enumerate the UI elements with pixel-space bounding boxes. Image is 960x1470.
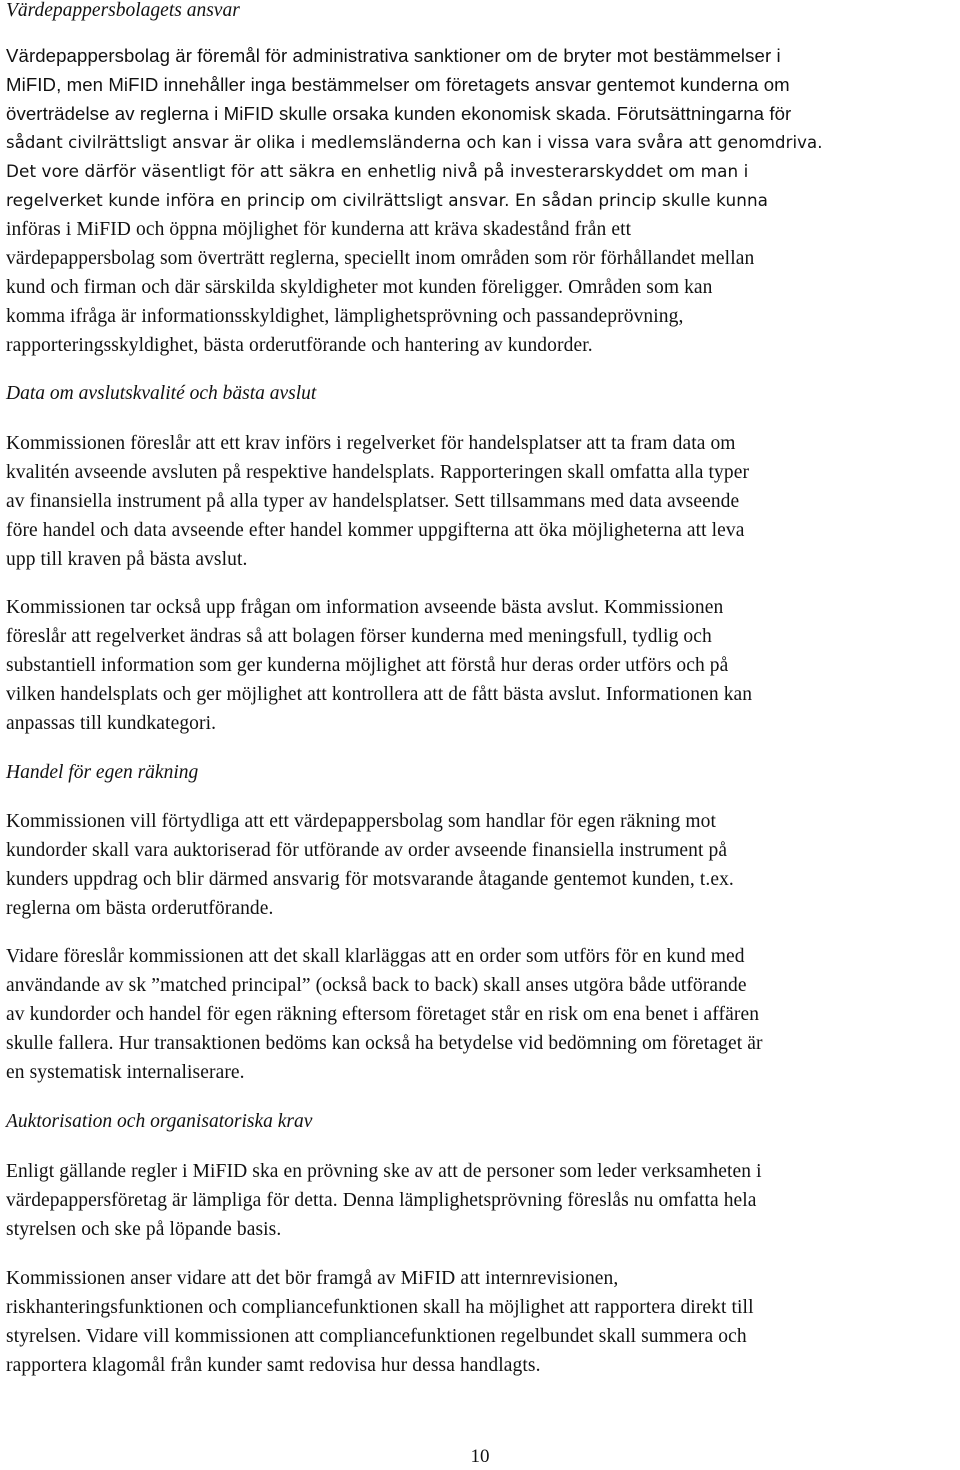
- text-line: vilken handelsplats och ger möjlighet att kontrollera att de fått bästa avslut. Informationen kan: [6, 684, 753, 705]
- text-line: rapportera klagomål från kunder samt redovisa hur dessa handlagts.: [6, 1355, 541, 1376]
- paragraph-egen-rakning-1: [6, 807, 734, 923]
- text-line: Enligt gällande regler i MiFID ska en prövning ske av att de personer som leder verksamheten i: [6, 1161, 762, 1182]
- paragraph-auktorisation-1: [6, 1157, 762, 1244]
- page-number: 10: [470, 1446, 490, 1467]
- text-line: Värdepappersbolag är föremål för administrativa sanktioner om de bryter mot bestämmelser i: [6, 45, 781, 66]
- text-line: införas i MiFID och öppna möjlighet för kunderna att kräva skadestånd från ett: [6, 219, 632, 240]
- section-heading-auktorisation: Auktorisation och organisatoriska krav: [6, 1111, 313, 1132]
- text-line: riskhanteringsfunktionen och compliancefunktionen skall ha möjlighet att rapportera direkt till: [6, 1297, 754, 1318]
- text-line: Kommissionen anser vidare att det bör framgå av MiFID att internrevisionen,: [6, 1268, 619, 1289]
- paragraph-ansvar: [6, 41, 823, 360]
- text-line: kunders uppdrag och blir därmed ansvarig för motsvarande åtagande gentemot kunden, t.ex.: [6, 869, 734, 890]
- text-line: styrelsen. Vidare vill kommissionen att compliancefunktionen regelbundet skall summera och: [6, 1326, 747, 1347]
- text-line: komma ifråga är informationsskyldighet, lämplighetsprövning och passandeprövning,: [6, 306, 684, 327]
- paragraph-avslutskvalite-1: [6, 429, 749, 574]
- text-line: en systematisk internaliserare.: [6, 1062, 245, 1083]
- text-line: upp till kraven på bästa avslut.: [6, 549, 248, 570]
- text-line: Kommissionen föreslår att ett krav införs i regelverket för handelsplatser att ta fram data om: [6, 433, 736, 454]
- text-line: värdepappersbolag som överträtt reglerna, speciellt inom områden som rör förhållandet mellan: [6, 248, 755, 269]
- text-line: av finansiella instrument på alla typer av handelsplatser. Sett tillsammans med data avseende: [6, 491, 740, 512]
- text-line: Det vore därför väsentligt för att säkra en enhetlig nivå på investerarskyddet om man i: [6, 161, 749, 181]
- text-line: regelverket kunde införa en princip om civilrättsligt ansvar. En sådan princip skulle kunna: [6, 190, 769, 210]
- text-line: överträdelse av reglerna i MiFID skulle orsaka kunden ekonomisk skada. Förutsättningarna för: [6, 103, 792, 124]
- text-line: reglerna om bästa orderutförande.: [6, 898, 274, 919]
- section-heading-vardepappersbolagets-ansvar: Värdepappersbolagets ansvar: [6, 0, 240, 21]
- text-line: substantiell information som ger kunderna möjlighet att förstå hur deras order utförs och på: [6, 655, 729, 676]
- text-line: kvalitén avseende avsluten på respektive handelsplats. Rapporteringen skall omfatta alla typer: [6, 462, 750, 483]
- text-line: Kommissionen vill förtydliga att ett värdepappersbolag som handlar för egen räkning mot: [6, 811, 716, 832]
- text-line: före handel och data avseende efter handel kommer uppgifterna att öka möjligheterna att leva: [6, 520, 745, 541]
- text-line: kund och firman och där särskilda skyldigheter mot kunden föreligger. Områden som kan: [6, 277, 713, 298]
- text-line: MiFID, men MiFID innehåller inga bestämmelser om företagets ansvar gentemot kunderna om: [6, 74, 790, 95]
- section-heading-handel-for-egen-rakning: Handel för egen räkning: [6, 762, 199, 783]
- text-line: styrelsen och ske på löpande basis.: [6, 1219, 282, 1240]
- text-line: användande av sk ”matched principal” (också back to back) skall anses utgöra både utförande: [6, 975, 747, 996]
- text-line: av kundorder och handel för egen räkning eftersom företaget står en risk om ena benet i affären: [6, 1004, 760, 1025]
- text-line: kundorder skall vara auktoriserad för utförande av order avseende finansiella instrument på: [6, 840, 728, 861]
- section-heading-data-om-avslutskvalite: Data om avslutskvalité och bästa avslut: [6, 383, 317, 404]
- paragraph-avslutskvalite-2: [6, 593, 752, 738]
- text-line: Kommissionen tar också upp frågan om information avseende bästa avslut. Kommissionen: [6, 597, 724, 618]
- paragraph-egen-rakning-2: [6, 942, 763, 1087]
- text-line: skulle fallera. Hur transaktionen bedöms kan också ha betydelse vid bedömning om företaget är: [6, 1033, 763, 1054]
- text-line: rapporteringsskyldighet, bästa orderutförande och hantering av kundorder.: [6, 335, 593, 356]
- text-line: värdepappersföretag är lämpliga för detta. Denna lämplighetsprövning föreslås nu omfatta hela: [6, 1190, 757, 1211]
- text-line: anpassas till kundkategori.: [6, 713, 217, 734]
- text-line: föreslår att regelverket ändras så att bolagen förser kunderna med meningsfull, tydlig och: [6, 626, 712, 647]
- text-line: Vidare föreslår kommissionen att det skall klarläggas att en order som utförs för en kund med: [6, 946, 745, 967]
- paragraph-auktorisation-2: [6, 1264, 754, 1380]
- text-line: sådant civilrättsligt ansvar är olika i medlemsländerna och kan i vissa vara svåra att genomdriva.: [6, 133, 823, 152]
